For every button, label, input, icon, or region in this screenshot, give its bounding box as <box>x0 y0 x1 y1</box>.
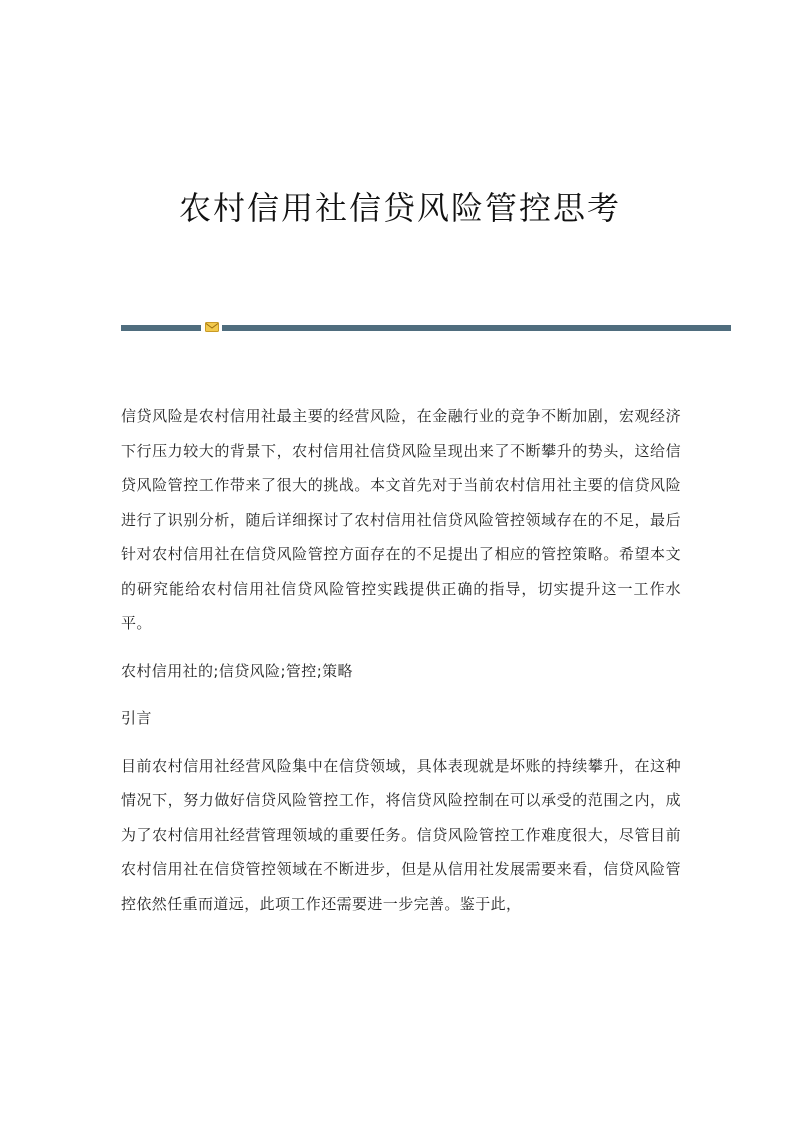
document-body <box>121 399 681 921</box>
intro-paragraph: 目前农村信用社经营风险集中在信贷领域，具体表现就是坏账的持续攀升，在这种情况下，努力做好信贷风险管控工作，将信贷风险控制在可以承受的范围之内，成为了农村信用社经营管理领域的重要任务。信贷风险管控工作难度很大，尽管目前农村信用社在信贷管控领域在不断进步，但是从信用社发展需要来看，信贷风险管控依然任重而道远，此项工作还需要进一步完善。鉴于此， <box>121 756 681 913</box>
envelope-icon <box>205 322 219 332</box>
title-divider-right <box>222 325 731 331</box>
keywords-line: 农村信用社的;信贷风险;管控;策略 <box>121 661 353 680</box>
abstract-paragraph: 信贷风险是农村信用社最主要的经营风险，在金融行业的竞争不断加剧，宏观经济下行压力较大的背景下，农村信用社信贷风险呈现出来了不断攀升的势头，这给信贷风险管控工作带来了很大的挑战。本文首先对于当前农村信用社主要的信贷风险进行了识别分析，随后详细探讨了农村信用社信贷风险管控领域存在的不足，最后针对农村信用社在信贷风险管控方面存在的不足提出了相应的管控策略。希望本文的研究能给农村信用社信贷风险管控实践提供正确的指导，切实提升这一工作水平。 <box>121 407 681 632</box>
section-heading: 引言 <box>121 709 152 727</box>
title-divider-left <box>121 325 201 331</box>
document-title: 农村信用社信贷风险管控思考 <box>178 189 621 227</box>
